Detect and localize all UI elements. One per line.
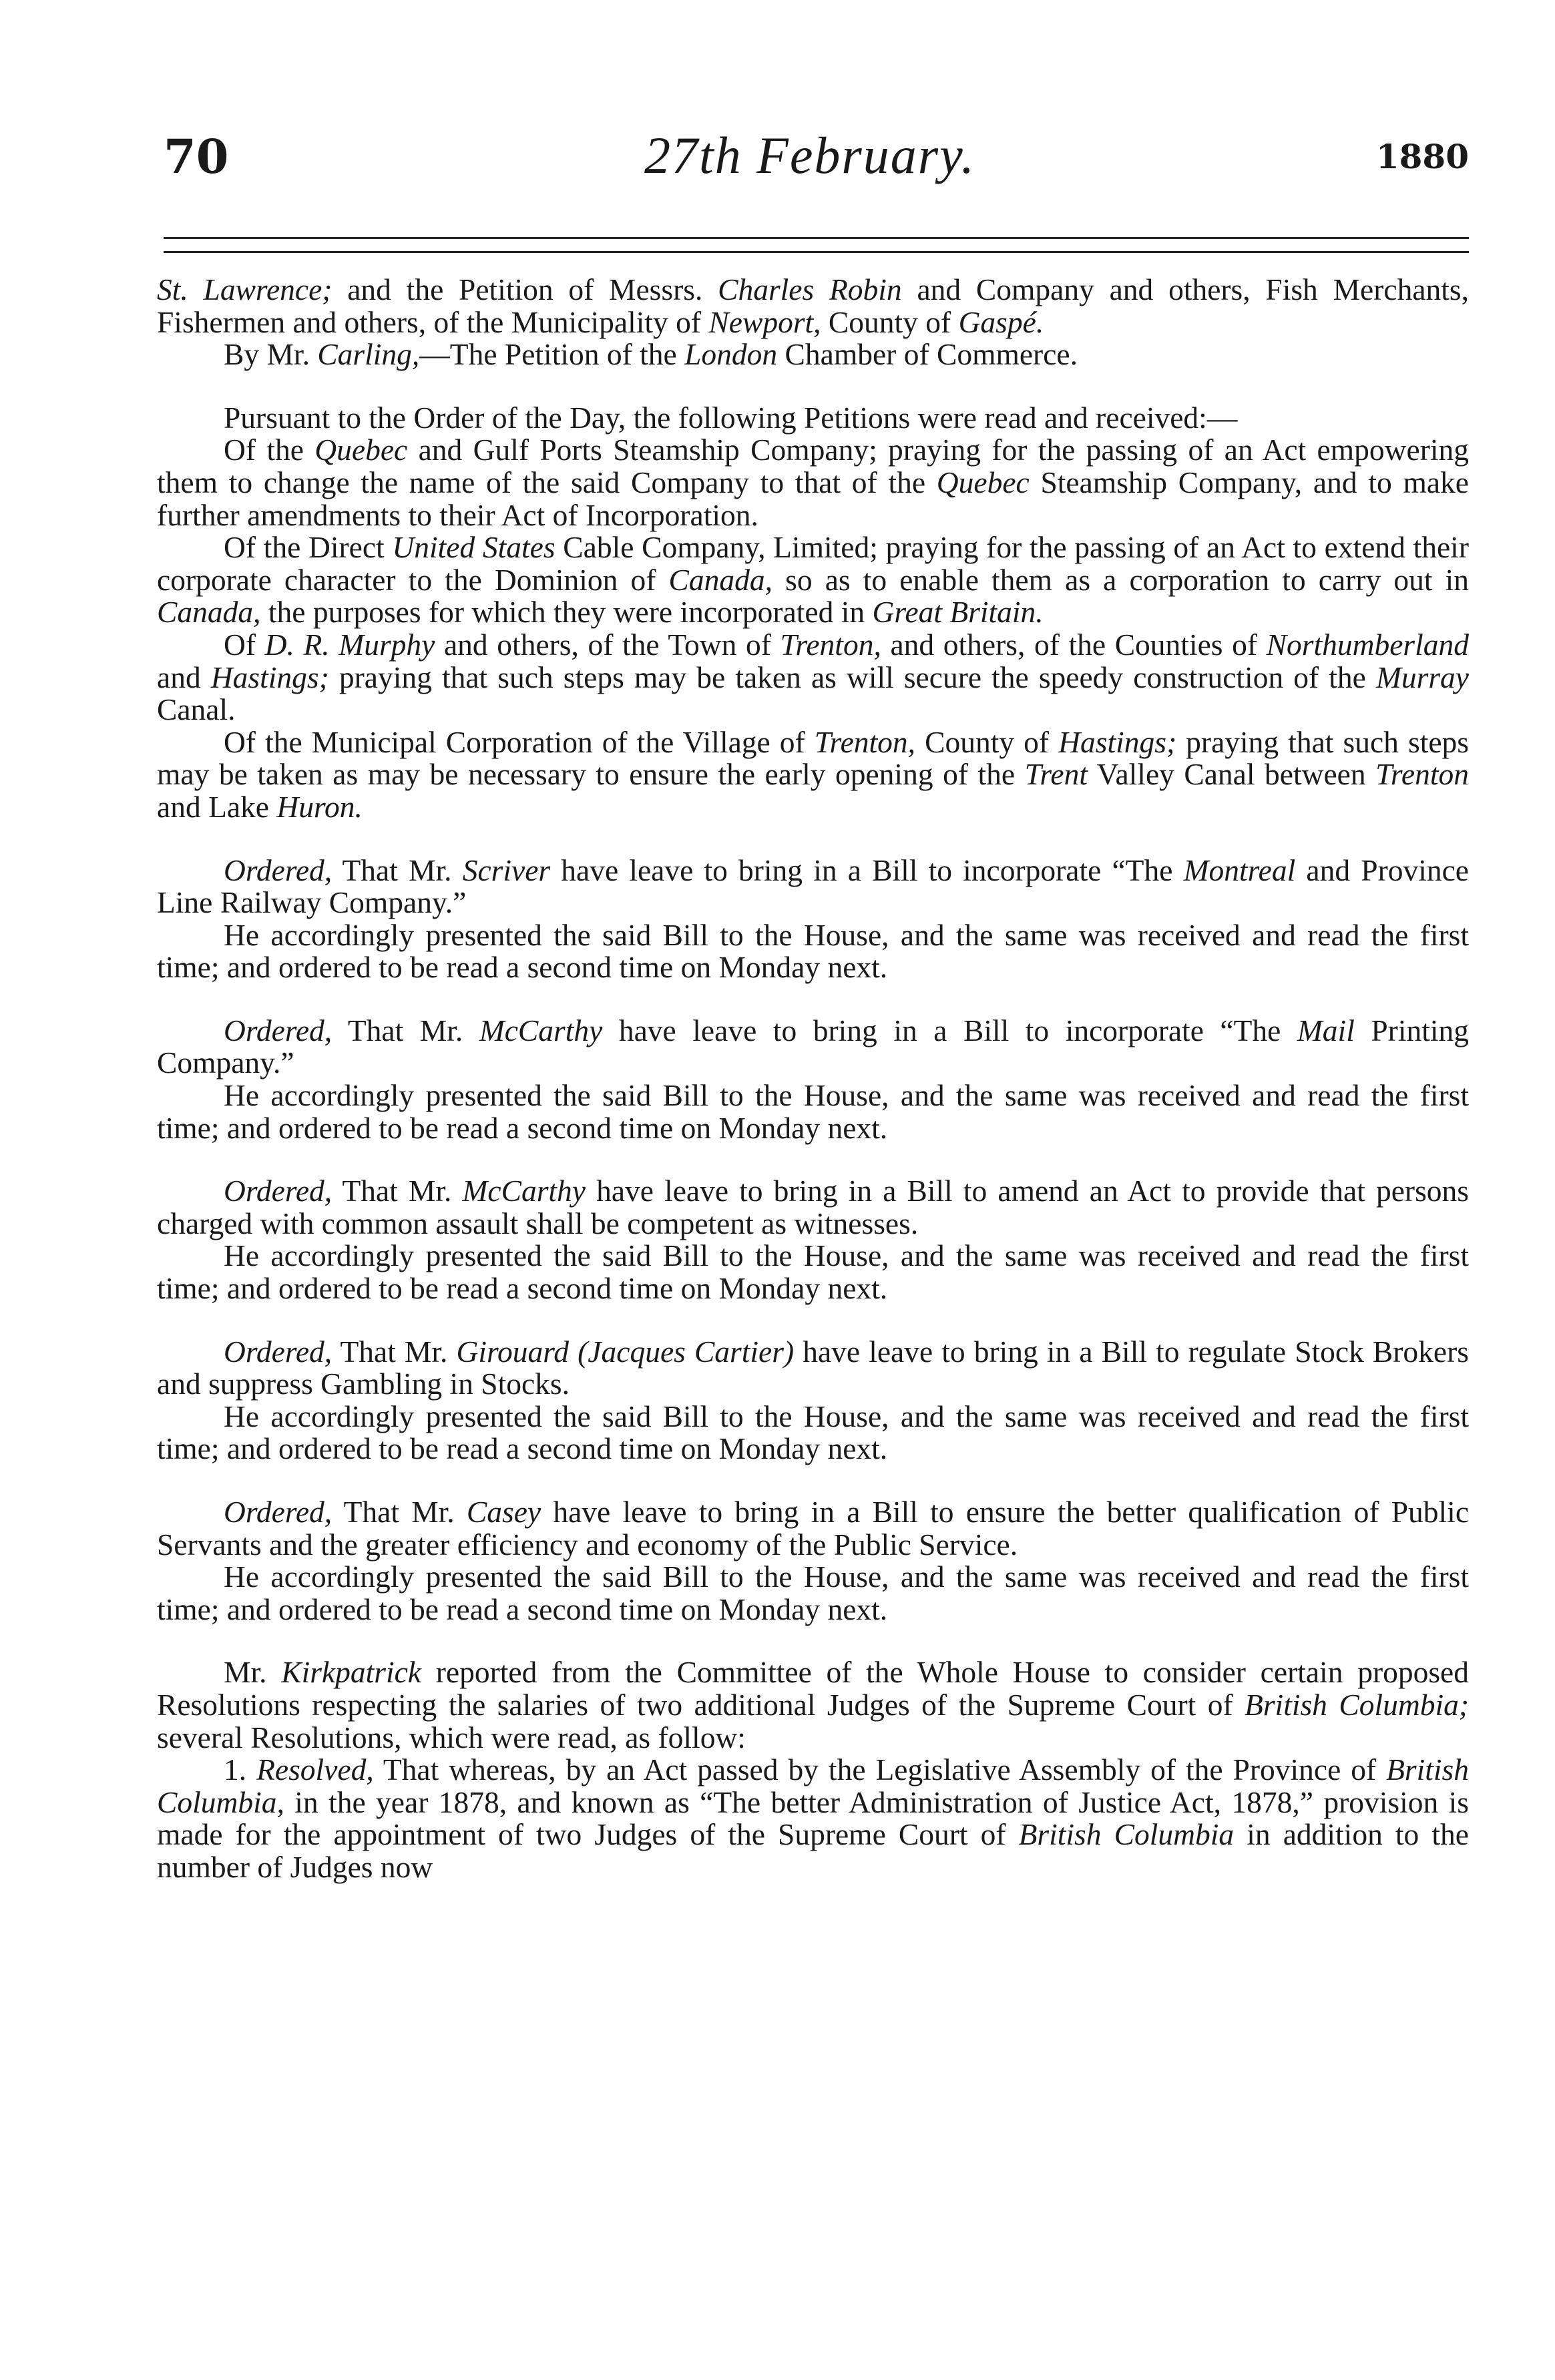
- paragraph: [157, 1401, 1469, 1465]
- text-run: County of: [821, 304, 959, 339]
- text-run: Printing Company.”: [157, 1013, 1470, 1080]
- italic-run: Girouard (Jacques Cartier): [456, 1334, 795, 1369]
- paragraph: [157, 274, 1469, 338]
- text-run: Of the Municipal Corporation of the Village of: [224, 724, 815, 759]
- text-run: and others, of the Town of: [435, 627, 781, 662]
- text-run: Of the: [224, 433, 315, 467]
- paragraph-gap: [157, 984, 1469, 1015]
- paragraph: [157, 531, 1469, 629]
- text-run: have leave to bring in a Bill to amend an Act to provide that persons charged with common assault shall be competent as witnesses.: [157, 1174, 1469, 1240]
- italic-run: Scriver: [462, 853, 551, 887]
- italic-run: McCarthy: [462, 1174, 586, 1208]
- paragraph: [157, 1175, 1469, 1240]
- paragraph: [157, 629, 1469, 726]
- page-year: 1880: [1375, 137, 1469, 176]
- italic-run: Quebec: [936, 465, 1030, 499]
- text-run: the purposes for which they were incorporated in: [260, 595, 873, 630]
- journal-body: [157, 274, 1469, 1884]
- paragraph: [157, 1240, 1469, 1304]
- text-run: He accordingly presented the said Bill to the House, and the same was received and read the first time; and ordered to be read a second time on Monday next.: [157, 1238, 1469, 1306]
- paragraph-gap: [157, 1465, 1469, 1496]
- italic-run: Canada,: [668, 562, 773, 597]
- paragraph: [157, 402, 1469, 435]
- italic-run: Hastings;: [1058, 724, 1177, 759]
- header-rule-lower: [164, 251, 1469, 253]
- italic-run: Northumberland: [1266, 627, 1469, 662]
- italic-run: Hastings;: [210, 660, 329, 694]
- paragraph: [157, 1561, 1469, 1626]
- paragraph: [157, 919, 1469, 984]
- text-run: County of: [915, 724, 1059, 759]
- text-run: He accordingly presented the said Bill to the House, and the same was received and read the first time; and ordered to be read a second time on Monday next.: [157, 1399, 1469, 1466]
- text-run: have leave to bring in a Bill to incorporate “The: [550, 853, 1184, 887]
- italic-run: Trent: [1024, 757, 1088, 792]
- text-run: and Province Line Railway Company.”: [157, 853, 1469, 920]
- paragraph: [157, 1754, 1469, 1883]
- text-run: and Gulf Ports Steamship Company; praying for the passing of an Act empowering them to change the name of the said Company to that of the: [157, 433, 1469, 499]
- italic-run: Great Britain.: [872, 595, 1044, 630]
- text-run: and: [157, 660, 211, 694]
- italic-run: British Columbia,: [157, 1752, 1470, 1819]
- text-run: Canal.: [157, 692, 236, 727]
- italic-run: Ordered,: [224, 1334, 332, 1369]
- italic-run: Ordered,: [224, 1013, 332, 1047]
- paragraph: [157, 1336, 1469, 1401]
- text-run: He accordingly presented the said Bill to the House, and the same was received and read the first time; and ordered to be read a second time on Monday next.: [157, 1078, 1469, 1145]
- text-run: in addition to the number of Judges now: [157, 1817, 1469, 1884]
- text-run: several Resolutions, which were read, as follow:: [157, 1720, 746, 1754]
- paragraph: [157, 1080, 1469, 1144]
- text-run: That Mr.: [332, 853, 463, 887]
- text-run: praying that such steps may be taken as will secure the speedy construction of the: [328, 660, 1376, 694]
- text-run: and the Petition of Messrs.: [332, 272, 718, 306]
- text-run: praying that such steps may be taken as may be necessary to ensure the early opening of the: [157, 724, 1469, 792]
- text-run: Steamship Company, and to make further amendments to their Act of Incorporation.: [157, 465, 1469, 532]
- paragraph-gap: [157, 1144, 1469, 1175]
- text-run: Cable Company, Limited; praying for the passing of an Act to extend their corporate character to the Dominion of: [157, 530, 1469, 597]
- italic-run: Carling,: [317, 337, 420, 372]
- text-run: Of: [224, 627, 265, 662]
- text-run: He accordingly presented the said Bill to the House, and the same was received and read the first time; and ordered to be read a second time on Monday next.: [157, 1560, 1469, 1626]
- italic-run: Charles Robin: [718, 272, 902, 306]
- text-run: and others, of the Counties of: [881, 627, 1267, 662]
- text-run: 1.: [224, 1752, 257, 1787]
- paragraph: [157, 338, 1469, 371]
- text-run: have leave to bring in a Bill to ensure the better qualification of Public Servants and the greater efficiency and economy of the Public Service.: [157, 1495, 1470, 1562]
- text-run: Chamber of Commerce.: [777, 337, 1078, 372]
- page-number: 70: [164, 129, 229, 184]
- text-run: That Mr.: [332, 1334, 457, 1369]
- text-run: He accordingly presented the said Bill to the House, and the same was received and read the first time; and ordered to be read a second time on Monday next.: [157, 917, 1469, 985]
- italic-run: Ordered,: [224, 1174, 332, 1208]
- text-run: have leave to bring in a Bill to regulate Stock Brokers and suppress Gambling in Stocks.: [157, 1334, 1469, 1401]
- paragraph-gap: [157, 371, 1469, 402]
- paragraph: [157, 434, 1469, 531]
- text-run: That Mr.: [332, 1174, 463, 1208]
- text-run: Of the Direct: [224, 530, 393, 565]
- paragraph-gap: [157, 824, 1469, 855]
- italic-run: St. Lawrence;: [157, 272, 332, 306]
- italic-run: McCarthy: [479, 1013, 603, 1047]
- paragraph: [157, 1656, 1469, 1754]
- italic-run: D. R. Murphy: [264, 627, 435, 662]
- text-run: Pursuant to the Order of the Day, the following Petitions were read and received:—: [224, 400, 1238, 435]
- text-run: That whereas, by an Act passed by the Legislative Assembly of the Province of: [373, 1752, 1387, 1787]
- paragraph: [157, 855, 1469, 919]
- text-run: Valley Canal between: [1087, 757, 1376, 792]
- paragraph: [157, 1496, 1469, 1561]
- text-run: and Company and others, Fish Merchants, Fishermen and others, of the Municipality of: [157, 272, 1469, 339]
- italic-run: Trenton,: [814, 724, 916, 759]
- italic-run: Kirkpatrick: [281, 1655, 421, 1690]
- running-title: 27th February.: [644, 126, 975, 184]
- italic-run: London: [684, 337, 778, 372]
- italic-run: Trenton,: [780, 627, 881, 662]
- page-header: [164, 120, 1469, 200]
- text-run: reported from the Committee of the Whole House to consider certain proposed Resolutions respecting the salaries of two additional Judges of the Supreme Court of: [157, 1655, 1469, 1722]
- text-run: That Mr.: [332, 1495, 467, 1529]
- italic-run: Newport,: [708, 304, 821, 339]
- text-run: have leave to bring in a Bill to incorporate “The: [602, 1013, 1297, 1047]
- italic-run: Resolved,: [256, 1752, 374, 1787]
- italic-run: Murray: [1375, 660, 1469, 694]
- text-run: in the year 1878, and known as “The better Administration of Justice Act, 1878,” provision is made for the appointment of two Judges of the Supreme Court of: [157, 1784, 1469, 1852]
- text-run: and Lake: [157, 789, 277, 824]
- italic-run: Montreal: [1183, 853, 1296, 887]
- italic-run: Casey: [466, 1495, 541, 1529]
- italic-run: United States: [392, 530, 556, 565]
- italic-run: Ordered,: [224, 853, 332, 887]
- italic-run: Canada,: [157, 595, 261, 630]
- text-run: Mr.: [224, 1655, 282, 1690]
- italic-run: Gaspé.: [958, 304, 1044, 339]
- italic-run: Mail: [1297, 1013, 1355, 1047]
- italic-run: Huron.: [276, 789, 363, 824]
- italic-run: British Columbia: [1018, 1817, 1235, 1852]
- header-rule-upper: [164, 237, 1469, 239]
- paragraph-gap: [157, 1626, 1469, 1656]
- paragraph: [157, 726, 1469, 824]
- italic-run: Trenton: [1375, 757, 1469, 792]
- text-run: so as to enable them as a corporation to carry out in: [772, 562, 1469, 597]
- italic-run: Ordered,: [224, 1495, 332, 1529]
- text-run: That Mr.: [332, 1013, 479, 1047]
- text-run: By Mr.: [224, 337, 318, 372]
- paragraph: [157, 1015, 1469, 1080]
- italic-run: British Columbia;: [1245, 1687, 1469, 1722]
- text-run: —The Petition of the: [419, 337, 685, 372]
- italic-run: Quebec: [314, 433, 408, 467]
- paragraph-gap: [157, 1305, 1469, 1336]
